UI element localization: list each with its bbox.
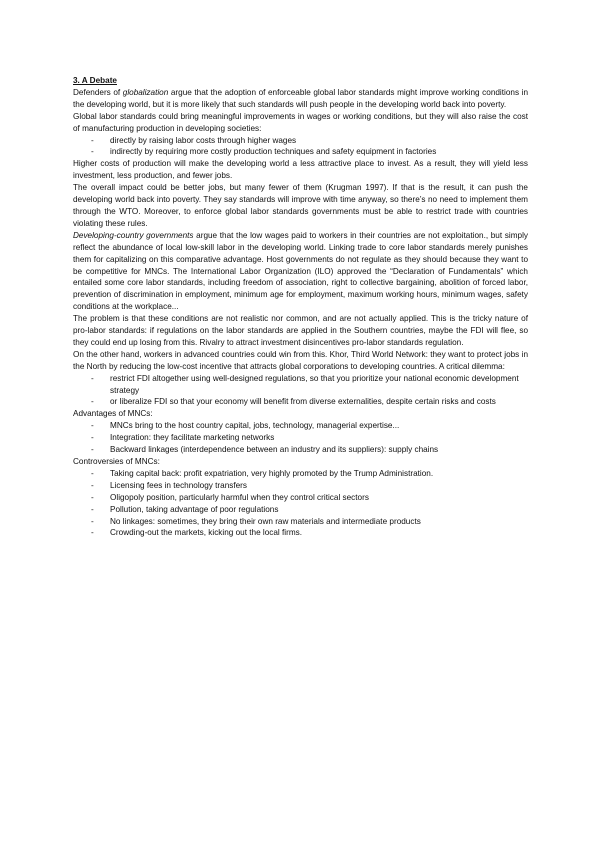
section-heading: 3. A Debate [73,76,117,85]
costs-paragraph: Global labor standards could bring meaningful improvements in wages or working conditions, but they will also raise the cost of manufacturing production in developing societies: [73,111,528,133]
intro-post: argue that the adoption of enforceable global labor standards might improve working conditions in the developing world, but it is more likely that such standards will push people in the developing world back into poverty. [73,87,528,109]
list-item: - Licensing fees in technology transfers [73,480,528,492]
intro-pre: Defenders of [73,87,123,97]
costs-list [73,135,528,159]
advantages-title: Advantages of MNCs: [73,409,153,419]
other-hand-text: On the other hand, workers in advanced countries could win from this. Khor, Third World Network: they want to protect jobs in the North by reducing the low-cost incentive that attracts global corporations to developing countries. [73,349,528,371]
list-item: - indirectly by requiring more costly production techniques and safety equipment in factories [73,146,528,158]
other-hand-paragraph [73,349,528,373]
list-item: - Integration: they facilitate marketing networks [73,432,528,444]
developing-governments-term: Developing-country governments [73,230,194,240]
dilemma-list [73,373,528,409]
list-item: - MNCs bring to the host country capital, jobs, technology, managerial expertise... [73,420,528,432]
list-item: - Crowding-out the markets, kicking out the local firms. [73,527,528,539]
list-item: - restrict FDI altogether using well-designed regulations, so that you prioritize your national economic development strategy [73,373,528,397]
list-item: - or liberalize FDI so that your economy will benefit from diverse externalities, despite certain risks and costs [73,396,528,408]
result-paragraph: Higher costs of production will make the developing world a less attractive place to invest. As a result, they will yield less investment, less production, and fewer jobs. [73,159,528,181]
advantages-list [73,420,528,456]
developing-governments-text: argue that the low wages paid to workers in their countries are not exploitation., but simply reflect the abundance of local low-skill labor in the developing world. Linking trade to core labor standards merely punishes them for capitalizing on this comparative advantage. Host governments do not regulate as they should because they want to be competitive for MNCs. The International Labor Organization (ILO) approved the “Declaration of Fundamentals” which entailed some core labor standards, including freedom of association, right to collective bargaining, abolition of forced labor, prevention of discrimination in employment, minimum age for employment, maximum working hours, minimum wages, safety conditions at the workplace... [73,230,528,312]
dilemma-lead: A critical dilemma: [437,361,505,371]
intro-term: globalization [122,87,169,97]
list-item: - Pollution, taking advantage of poor regulations [73,504,528,516]
controversies-title: Controversies of MNCs: [73,457,160,466]
problem-paragraph: The problem is that these conditions are not realistic nor common, and are not actually applied. This is the tricky nature of pro-labor standards: if regulations on the labor standards are applied in the Southern countries, maybe the FDI will flee, so they could end up losing from this. Rivalry to attract investment disincentives pro-labor standards regulation. [73,314,528,347]
list-item: - directly by raising labor costs through higher wages [73,135,528,147]
list-item: - Backward linkages (interdependence between an industry and its suppliers): supply chains [73,444,528,456]
developing-governments-paragraph [73,230,528,313]
controversies-list [73,468,528,539]
impact-paragraph: The overall impact could be better jobs, but many fewer of them (Krugman 1997). If that is the result, it can push the developing world back into poverty. They say standards will improve with time anyway, so there’s no need to implement them through the WTO. Moreover, to enforce global labor standards governments must be able to restrict trade with countries violating these rules. [73,183,528,228]
list-item: - No linkages: sometimes, they bring their own raw materials and intermediate products [73,516,528,528]
intro-paragraph [73,87,528,111]
list-item: - Oligopoly position, particularly harmful when they control critical sectors [73,492,528,504]
list-item: - Taking capital back: profit expatriation, very highly promoted by the Trump Administration. [73,468,528,480]
